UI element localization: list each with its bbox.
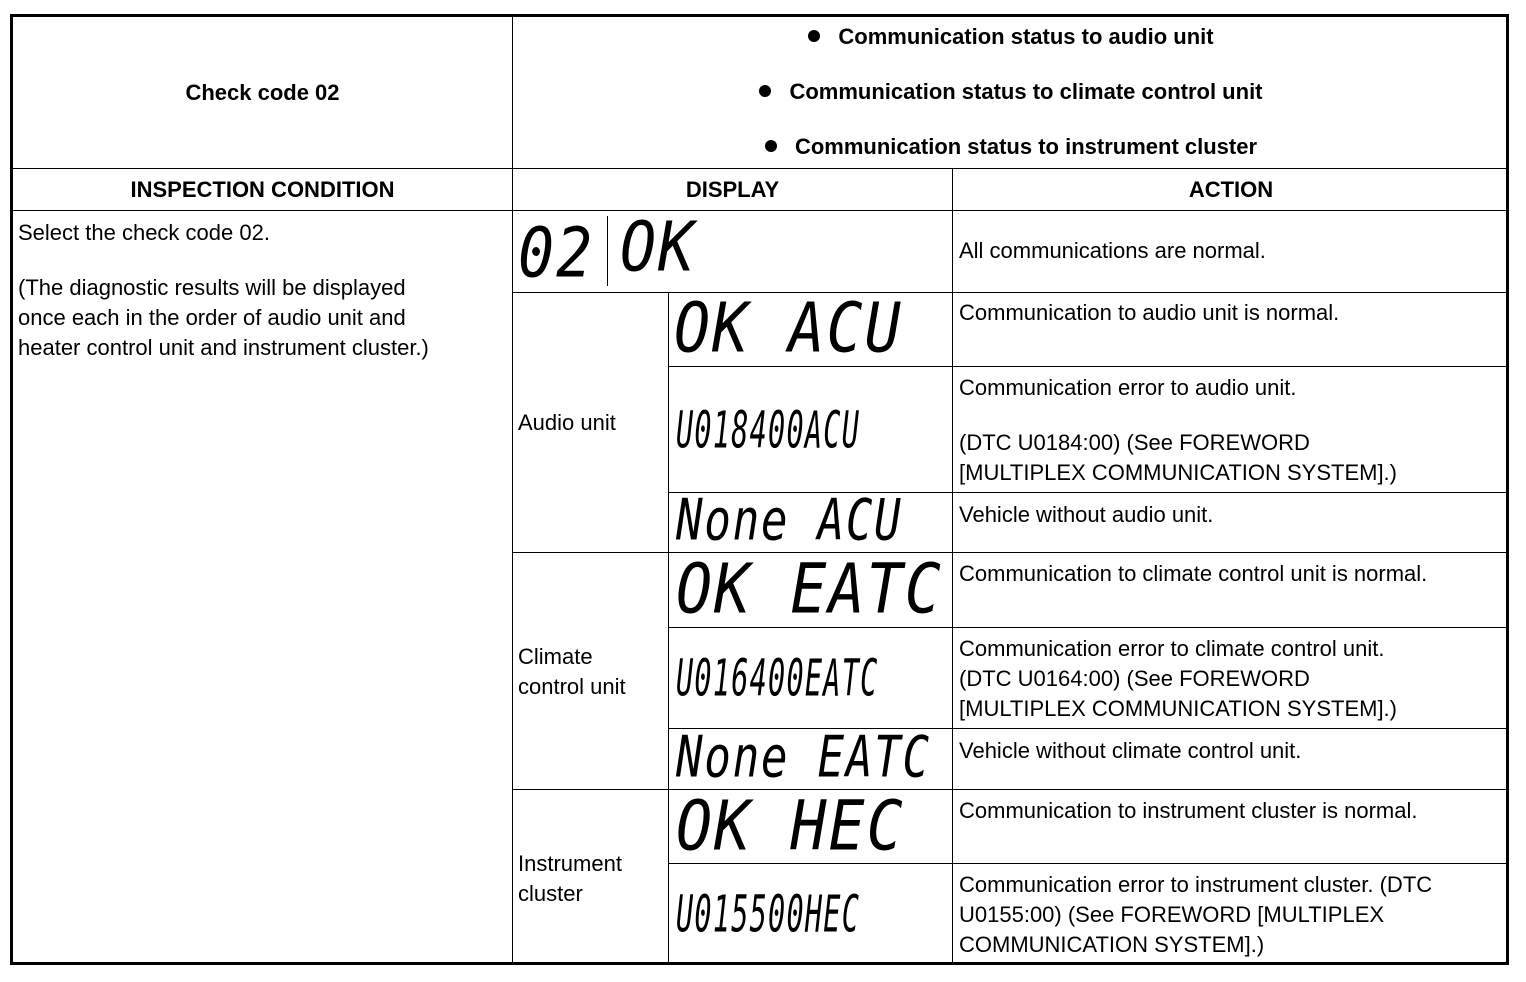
action-text bbox=[959, 736, 1504, 766]
condition-text bbox=[18, 218, 508, 363]
lcd-display: U018400ACU bbox=[676, 400, 861, 460]
bullet-icon bbox=[765, 140, 777, 152]
action-line: (DTC U0184:00) (See FOREWORD bbox=[959, 430, 1310, 455]
lcd-display: OK ACU bbox=[674, 288, 903, 369]
action-line: Communication error to climate control unit. bbox=[959, 636, 1385, 661]
divider bbox=[512, 552, 1509, 553]
bullet-icon bbox=[759, 85, 771, 97]
bullet-climate bbox=[513, 79, 1509, 105]
lcd-display: U015500HEC bbox=[676, 884, 861, 944]
lcd-display: None ACU bbox=[676, 488, 903, 554]
bullet-text: Communication status to climate control unit bbox=[789, 79, 1263, 104]
group-line: Instrument bbox=[518, 851, 622, 876]
divider bbox=[10, 168, 1509, 169]
divider bbox=[668, 292, 669, 965]
condition-line: once each in the order of audio unit and bbox=[18, 305, 406, 330]
divider bbox=[607, 216, 608, 286]
check-code-title: Check code 02 bbox=[185, 80, 340, 105]
lcd-display: None EATC bbox=[676, 725, 931, 791]
divider bbox=[512, 789, 1509, 790]
condition-line: Select the check code 02. bbox=[18, 220, 270, 245]
action-text bbox=[959, 298, 1504, 328]
group-line: cluster bbox=[518, 881, 583, 906]
lcd-display: U016400EATC bbox=[676, 648, 879, 708]
action-line: All communications are normal. bbox=[959, 238, 1266, 263]
action-text bbox=[959, 634, 1504, 724]
action-line: Communication to climate control unit is normal. bbox=[959, 561, 1428, 586]
action-line: COMMUNICATION SYSTEM].) bbox=[959, 932, 1265, 957]
action-line: [MULTIPLEX COMMUNICATION SYSTEM].) bbox=[959, 696, 1397, 721]
action-line: Communication error to instrument cluster. (DTC bbox=[959, 872, 1433, 897]
action-text bbox=[959, 796, 1504, 826]
action-text bbox=[959, 373, 1504, 488]
group-line: Climate bbox=[518, 644, 593, 669]
column-header-action: ACTION bbox=[1188, 177, 1274, 202]
bullet-audio bbox=[513, 24, 1509, 50]
group-instrument-cluster bbox=[518, 849, 622, 909]
group-audio-unit: Audio unit bbox=[518, 410, 616, 435]
divider bbox=[512, 292, 1509, 293]
group-climate-control-unit bbox=[518, 642, 626, 702]
lcd-display-02: 02 bbox=[518, 213, 595, 294]
action-text bbox=[959, 500, 1504, 530]
column-header-display: DISPLAY bbox=[685, 177, 780, 202]
action-line: Vehicle without climate control unit. bbox=[959, 738, 1302, 763]
divider bbox=[10, 210, 1509, 211]
bullet-text: Communication status to instrument cluster bbox=[794, 134, 1258, 159]
condition-line: heater control unit and instrument cluster.) bbox=[18, 335, 429, 360]
bullet-icon bbox=[808, 30, 820, 42]
lcd-display-ok: OK bbox=[620, 207, 697, 288]
action-line: U0155:00) (See FOREWORD [MULTIPLEX bbox=[959, 902, 1385, 927]
action-line: (DTC U0164:00) (See FOREWORD bbox=[959, 666, 1310, 691]
action-text bbox=[959, 559, 1504, 589]
column-header-condition: INSPECTION CONDITION bbox=[130, 177, 395, 202]
action-line: Communication error to audio unit. bbox=[959, 375, 1297, 400]
divider bbox=[952, 168, 953, 965]
action-line: Communication to instrument cluster is normal. bbox=[959, 798, 1418, 823]
action-text bbox=[959, 236, 1504, 266]
action-text bbox=[959, 870, 1504, 960]
action-line: Vehicle without audio unit. bbox=[959, 502, 1214, 527]
action-line: Communication to audio unit is normal. bbox=[959, 300, 1340, 325]
group-line: control unit bbox=[518, 674, 626, 699]
condition-line: (The diagnostic results will be displayed bbox=[18, 275, 406, 300]
bullet-text: Communication status to audio unit bbox=[838, 24, 1214, 49]
lcd-display: OK EATC bbox=[676, 549, 943, 630]
action-line: [MULTIPLEX COMMUNICATION SYSTEM].) bbox=[959, 460, 1397, 485]
bullet-cluster bbox=[513, 134, 1509, 160]
lcd-display: OK HEC bbox=[676, 786, 905, 867]
